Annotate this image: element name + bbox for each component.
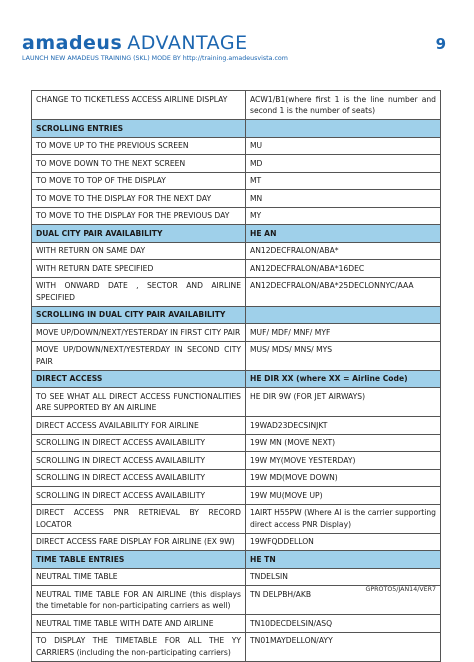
- command-cell: [246, 306, 441, 324]
- description-cell: NEUTRAL TIME TABLE: [32, 568, 246, 586]
- description-cell: TO MOVE UP TO THE PREVIOUS SCREEN: [32, 137, 246, 155]
- command-cell: ACW1/B1(where first 1 is the line number and second 1 is the number of seats): [246, 91, 441, 120]
- description-cell: DIRECT ACCESS PNR RETRIEVAL BY RECORD LOCATOR: [32, 504, 246, 533]
- brand-logo: [22, 32, 248, 54]
- description-cell: TO MOVE TO TOP OF THE DISPLAY: [32, 172, 246, 190]
- description-cell: TO DISPLAY THE TIMETABLE FOR ALL THE YY CARRIERS (including the non-participating carriers): [32, 632, 246, 661]
- description-cell: MOVE UP/DOWN/NEXT/YESTERDAY IN FIRST CITY PAIR: [32, 324, 246, 342]
- page-header: [22, 32, 454, 68]
- section-header-row: [32, 306, 441, 324]
- description-cell: SCROLLING IN DIRECT ACCESS AVAILABILITY: [32, 452, 246, 470]
- description-cell: SCROLLING ENTRIES: [32, 120, 246, 138]
- page-footer: GPROTO5/JAN14/VER7: [365, 586, 436, 593]
- command-cell: 19W MN (MOVE NEXT): [246, 434, 441, 452]
- table-row: [32, 207, 441, 225]
- command-cell: AN12DECFRALON/ABA*: [246, 242, 441, 260]
- description-cell: DIRECT ACCESS: [32, 370, 246, 388]
- table-row: [32, 615, 441, 633]
- command-cell: MUF/ MDF/ MNF/ MYF: [246, 324, 441, 342]
- table-row: [32, 155, 441, 173]
- command-cell: 19WAD23DECSINJKT: [246, 417, 441, 435]
- table-row: [32, 172, 441, 190]
- description-cell: WITH RETURN ON SAME DAY: [32, 242, 246, 260]
- description-cell: SCROLLING IN DIRECT ACCESS AVAILABILITY: [32, 434, 246, 452]
- command-cell: 19W MY(MOVE YESTERDAY): [246, 452, 441, 470]
- command-cell: 19WFQDDELLON: [246, 533, 441, 551]
- description-cell: WITH ONWARD DATE , SECTOR AND AIRLINE SPECIFIED: [32, 277, 246, 306]
- command-cell: MY: [246, 207, 441, 225]
- description-cell: DIRECT ACCESS FARE DISPLAY FOR AIRLINE (EX 9W): [32, 533, 246, 551]
- table-row: [32, 324, 441, 342]
- table-row: [32, 434, 441, 452]
- description-cell: MOVE UP/DOWN/NEXT/YESTERDAY IN SECOND CITY PAIR: [32, 341, 246, 370]
- description-cell: WITH RETURN DATE SPECIFIED: [32, 260, 246, 278]
- table-row: [32, 568, 441, 586]
- table-row: [32, 190, 441, 208]
- section-header-row: [32, 551, 441, 569]
- command-cell: 19W MD(MOVE DOWN): [246, 469, 441, 487]
- description-cell: SCROLLING IN DUAL CITY PAIR AVAILABILITY: [32, 306, 246, 324]
- command-cell: 1AIRT H55PW (Where AI is the carrier supporting direct access PNR Display): [246, 504, 441, 533]
- command-cell: 19W MU(MOVE UP): [246, 487, 441, 505]
- description-cell: NEUTRAL TIME TABLE FOR AN AIRLINE (this displays the timetable for non-participating carriers as well): [32, 586, 246, 615]
- description-cell: DIRECT ACCESS AVAILABILITY FOR AIRLINE: [32, 417, 246, 435]
- section-header-row: [32, 225, 441, 243]
- table-row: [32, 91, 441, 120]
- table-row: [32, 469, 441, 487]
- brand-product: ADVANTAGE: [127, 32, 248, 54]
- table-row: [32, 417, 441, 435]
- section-header-row: [32, 120, 441, 138]
- command-cell: AN12DECFRALON/ABA*16DEC: [246, 260, 441, 278]
- command-cell: TN DELPBH/AKB: [246, 586, 441, 615]
- command-cell: TN01MAYDELLON/AYY: [246, 632, 441, 661]
- table-row: [32, 260, 441, 278]
- command-cell: HE DIR 9W (FOR JET AIRWAYS): [246, 388, 441, 417]
- description-cell: TO MOVE TO THE DISPLAY FOR THE NEXT DAY: [32, 190, 246, 208]
- command-cell: HE AN: [246, 225, 441, 243]
- command-cell: TNDELSIN: [246, 568, 441, 586]
- command-table-body: [32, 91, 441, 662]
- command-cell: AN12DECFRALON/ABA*25DECLONNYC/AAA: [246, 277, 441, 306]
- description-cell: TO MOVE TO THE DISPLAY FOR THE PREVIOUS DAY: [32, 207, 246, 225]
- table-row: [32, 388, 441, 417]
- table-row: [32, 341, 441, 370]
- section-header-row: [32, 370, 441, 388]
- description-cell: CHANGE TO TICKETLESS ACCESS AIRLINE DISPLAY: [32, 91, 246, 120]
- description-cell: TO MOVE DOWN TO THE NEXT SCREEN: [32, 155, 246, 173]
- header-subtitle: LAUNCH NEW AMADEUS TRAINING (SKL) MODE BY http://training.amadeusvista.com: [22, 55, 288, 62]
- table-row: [32, 242, 441, 260]
- description-cell: NEUTRAL TIME TABLE WITH DATE AND AIRLINE: [32, 615, 246, 633]
- description-cell: SCROLLING IN DIRECT ACCESS AVAILABILITY: [32, 469, 246, 487]
- table-row: [32, 632, 441, 661]
- table-row: [32, 533, 441, 551]
- page-number: 9: [435, 35, 446, 53]
- description-cell: TO SEE WHAT ALL DIRECT ACCESS FUNCTIONALITIES ARE SUPPORTED BY AN AIRLINE: [32, 388, 246, 417]
- description-cell: TIME TABLE ENTRIES: [32, 551, 246, 569]
- table-row: [32, 487, 441, 505]
- description-cell: SCROLLING IN DIRECT ACCESS AVAILABILITY: [32, 487, 246, 505]
- command-cell: MN: [246, 190, 441, 208]
- description-cell: DUAL CITY PAIR AVAILABILITY: [32, 225, 246, 243]
- command-cell: MD: [246, 155, 441, 173]
- command-table: [31, 90, 441, 662]
- table-row: [32, 504, 441, 533]
- table-row: [32, 277, 441, 306]
- command-cell: [246, 120, 441, 138]
- command-cell: MUS/ MDS/ MNS/ MYS: [246, 341, 441, 370]
- command-cell: HE DIR XX (where XX = Airline Code): [246, 370, 441, 388]
- command-cell: MU: [246, 137, 441, 155]
- command-cell: TN10DECDELSIN/ASQ: [246, 615, 441, 633]
- brand-name: amadeus: [22, 32, 123, 54]
- command-cell: MT: [246, 172, 441, 190]
- table-row: [32, 452, 441, 470]
- table-row: [32, 137, 441, 155]
- command-cell: HE TN: [246, 551, 441, 569]
